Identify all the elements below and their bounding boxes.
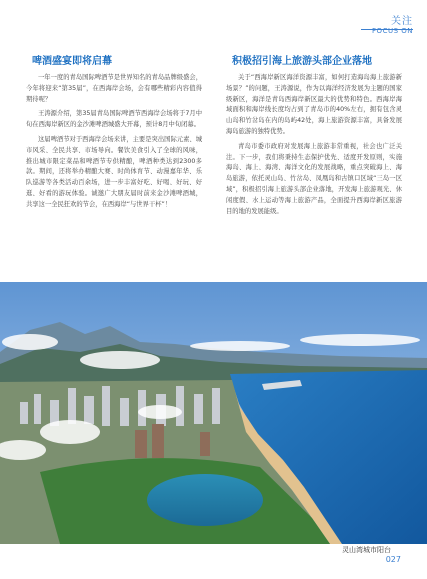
left-heading: 啤酒盛宴即将启幕 xyxy=(32,56,112,67)
right-paragraph: 关于“西海岸新区海洋资源丰富，如何打造海岛海上旅游新场景？”的问题，王涛源说，作为以海洋经济发展为主题的国家级新区，海洋是青岛西海岸新区最大的优势和特色。西海岸海域面积和海岸线长度均占到了青岛市的40%左右，拥有包含灵山岛和竹岔岛在内的岛屿42处，海上旅游资源丰富，具备发展海岛旅游的独特优势。 xyxy=(226,74,402,135)
left-paragraph: 这届啤酒节对于西海岸会场来讲，主要是突出国际元素、城市风采、全民共享、市场导向。餐饮美食引入了全球的风味，推出城市限定菜品和啤酒节专供精酿，啤酒种类达到2300多款。期间，还将举办精酿大赛、时尚体育节、动漫嘉年华、乐队巡游等各类活动百余场，进一步丰富好吃、好喝、好玩、好逛、好看的游玩体验。诚邀广大朋友届时前来金沙滩啤酒城，共享这一全民狂欢的节会，在西海岸“与世界干杯”！ xyxy=(26,135,202,208)
section-header xyxy=(372,12,413,35)
section-label: 关注 xyxy=(391,16,413,27)
aerial-city-photo xyxy=(0,282,427,544)
left-paragraph: 一年一度的青岛国际啤酒节是世界知名的青岛品牌级盛会，今年将迎来“第35届”，在西海岸会场，会有哪些精彩内容值得期待呢？ xyxy=(26,74,202,103)
left-column xyxy=(26,52,202,215)
page-number: 027 xyxy=(385,555,401,564)
left-paragraph: 王涛源介绍，第35届青岛国际啤酒节西海岸会场将于7月中旬在西海岸新区的金沙滩啤酒城盛大开幕，预计8月中旬闭幕。 xyxy=(26,110,202,129)
right-paragraph: 青岛市委市政府对发展海上旅游非常重视，社会也广泛关注。下一步，我们将秉持生态保护优先、适度开发原则，实施海岛、海上、海湾、海洋文化的发展战略，重点突破海上、海岛旅游，依托灵山岛、竹岔岛、凤凰岛和古镇口区域“三岛一区域”，积极招引海上旅游头部企业落地，开发海上旅游观光、休闲度假、水上运动等海上旅游产品，全面提升西海岸新区旅游目的地的发展能级。 xyxy=(226,142,402,215)
header-rule xyxy=(361,29,413,30)
photo-caption: 灵山湾城市阳台 xyxy=(342,546,391,554)
right-heading: 积极招引海上旅游头部企业落地 xyxy=(232,56,372,67)
section-label-en: FOCUS ON xyxy=(372,27,413,35)
right-column xyxy=(226,52,402,221)
